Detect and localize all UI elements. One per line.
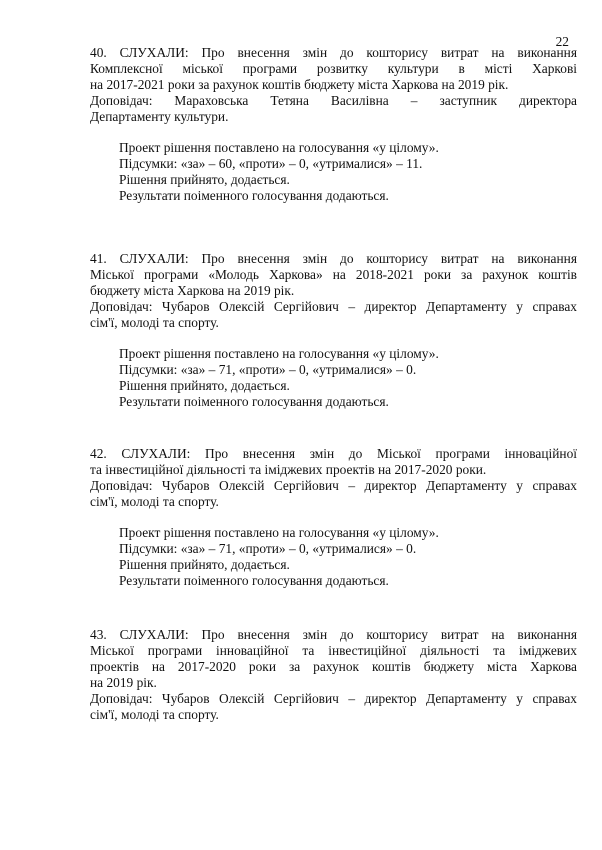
speaker-line: сім'ї, молоді та спорту. <box>90 315 219 330</box>
vote-status-line: Проект рішення поставлено на голосування «у цілому». <box>119 140 439 155</box>
item-text-line: Міської програми «Молодь Харкова» на 2018-2021 роки за рахунок коштів <box>90 267 577 282</box>
agenda-item-43 <box>90 627 577 723</box>
decision-line: Рішення прийнято, додається. <box>119 172 290 187</box>
roll-call-line: Результати поіменного голосування додаються. <box>119 394 389 409</box>
speaker-line: сім'ї, молоді та спорту. <box>90 494 219 509</box>
decision-line: Рішення прийнято, додається. <box>119 557 290 572</box>
item-text-line: 43. СЛУХАЛИ: Про внесення змін до кошторису витрат на виконання <box>90 627 577 642</box>
item-text-line: 42. СЛУХАЛИ: Про внесення змін до Міської програми інноваційної <box>90 446 577 461</box>
speaker-line: Доповідач: Чубаров Олексій Сергійович – директор Департаменту у справах <box>90 299 577 314</box>
item-text-line: на 2019 рік. <box>90 675 157 690</box>
speaker-line: Доповідач: Мараховська Тетяна Василівна – заступник директора <box>90 93 577 108</box>
vote-status-line: Проект рішення поставлено на голосування «у цілому». <box>119 346 439 361</box>
vote-status-line: Проект рішення поставлено на голосування «у цілому». <box>119 525 439 540</box>
agenda-item-41 <box>90 251 577 410</box>
spacer <box>90 331 577 346</box>
item-text-line: та інвестиційної діяльності та іміджевих проектів на 2017-2020 роки. <box>90 462 487 477</box>
vote-results-line: Підсумки: «за» – 60, «проти» – 0, «утрималися» – 11. <box>119 156 423 171</box>
item-text-line: на 2017-2021 роки за рахунок коштів бюджету міста Харкова на 2019 рік. <box>90 77 509 92</box>
item-text-line: бюджету міста Харкова на 2019 рік. <box>90 283 295 298</box>
roll-call-line: Результати поіменного голосування додаються. <box>119 188 389 203</box>
item-text-line: 41. СЛУХАЛИ: Про внесення змін до кошторису витрат на виконання <box>90 251 577 266</box>
item-text-line: Міської програми інноваційної та інвестиційної діяльності та іміджевих <box>90 643 577 658</box>
item-text-line: 40. СЛУХАЛИ: Про внесення змін до кошторису витрат на виконання <box>90 45 577 60</box>
vote-results-line: Підсумки: «за» – 71, «проти» – 0, «утрималися» – 0. <box>119 362 417 377</box>
item-text-line: Комплексної міської програми розвитку культури в місті Харкові <box>90 61 577 76</box>
spacer <box>90 510 577 525</box>
roll-call-line: Результати поіменного голосування додаються. <box>119 573 389 588</box>
speaker-line: Доповідач: Чубаров Олексій Сергійович – директор Департаменту у справах <box>90 691 577 706</box>
spacer <box>90 125 577 140</box>
page-number: 22 <box>555 34 569 49</box>
agenda-item-40 <box>90 45 577 204</box>
agenda-item-42 <box>90 446 577 589</box>
vote-results-line: Підсумки: «за» – 71, «проти» – 0, «утрималися» – 0. <box>119 541 417 556</box>
speaker-line: сім'ї, молоді та спорту. <box>90 707 219 722</box>
decision-line: Рішення прийнято, додається. <box>119 378 290 393</box>
item-text-line: проектів на 2017-2020 роки за рахунок коштів бюджету міста Харкова <box>90 659 577 674</box>
speaker-line: Департаменту культури. <box>90 109 229 124</box>
speaker-line: Доповідач: Чубаров Олексій Сергійович – директор Департаменту у справах <box>90 478 577 493</box>
